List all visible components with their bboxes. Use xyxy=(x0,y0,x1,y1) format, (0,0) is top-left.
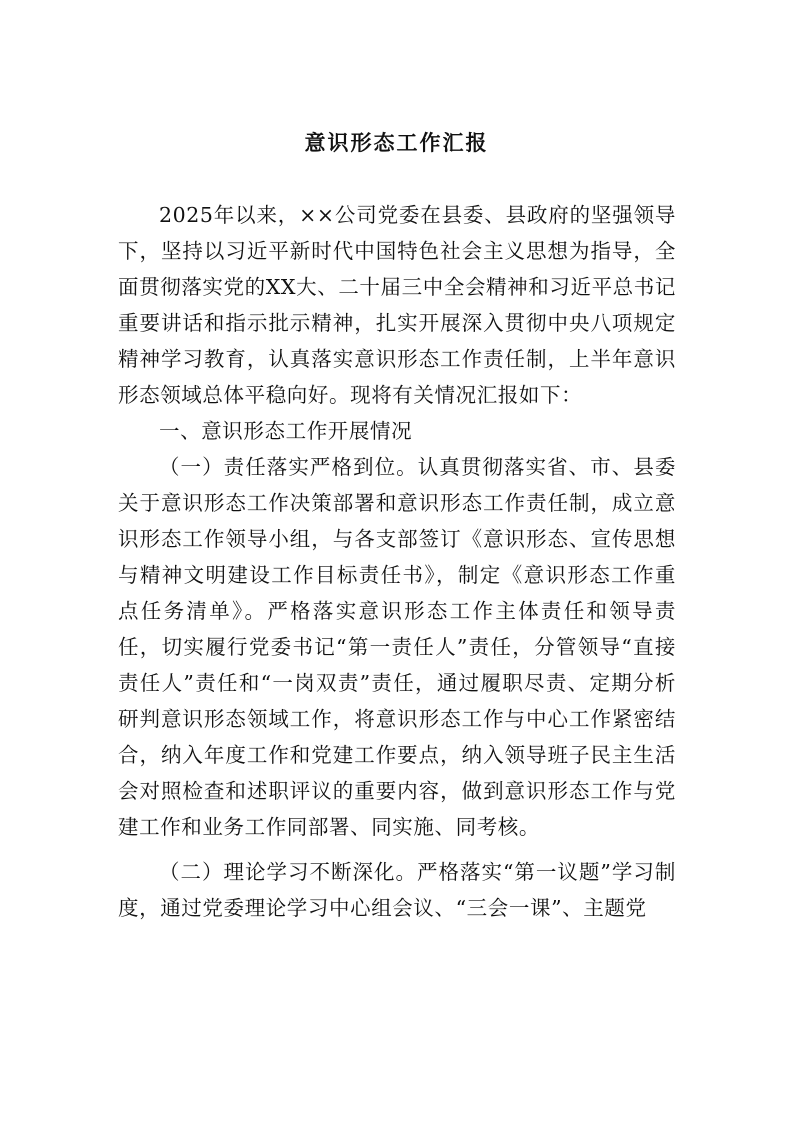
document-title: 意识形态工作汇报 xyxy=(304,130,489,155)
intro-paragraph: 2025年以来，××公司党委在县委、县政府的坚强领导下，坚持以习近平新时代中国特色社会主义思想为指导，全面贯彻落实党的XX大、二十届三中全会精神和习近平总书记重要讲话和指示批示精神，扎实开展深入贯彻中央八项规定精神学习教育，认真落实意识形态工作责任制，上半年意识形态领域总体平稳向好。现将有关情况汇报如下： xyxy=(118,203,676,407)
paragraph-theory-study: （二）理论学习不断深化。严格落实“第一议题”学习制度，通过党委理论学习中心组会议、“三会一课”、主题党 xyxy=(118,860,676,920)
document-body xyxy=(118,197,676,926)
section-heading-1: 一、意识形态工作开展情况 xyxy=(159,419,413,443)
paragraph-responsibility: （一）责任落实严格到位。认真贯彻落实省、市、县委关于意识形态工作决策部署和意识形态工作责任制，成立意识形态工作领导小组，与各支部签订《意识形态、宣传思想与精神文明建设工作目标责任书》，制定《意识形态工作重点任务清单》。严格落实意识形态工作主体责任和领导责任，切实履行党委书记“第一责任人”责任，分管领导“直接责任人”责任和“一岗双责”责任，通过履职尽责、定期分析研判意识形态领域工作，将意识形态工作与中心工作紧密结合，纳入年度工作和党建工作要点，纳入领导班子民主生活会对照检查和述职评议的重要内容，做到意识形态工作与党建工作和业务工作同部署、同实施、同考核。 xyxy=(118,455,676,839)
